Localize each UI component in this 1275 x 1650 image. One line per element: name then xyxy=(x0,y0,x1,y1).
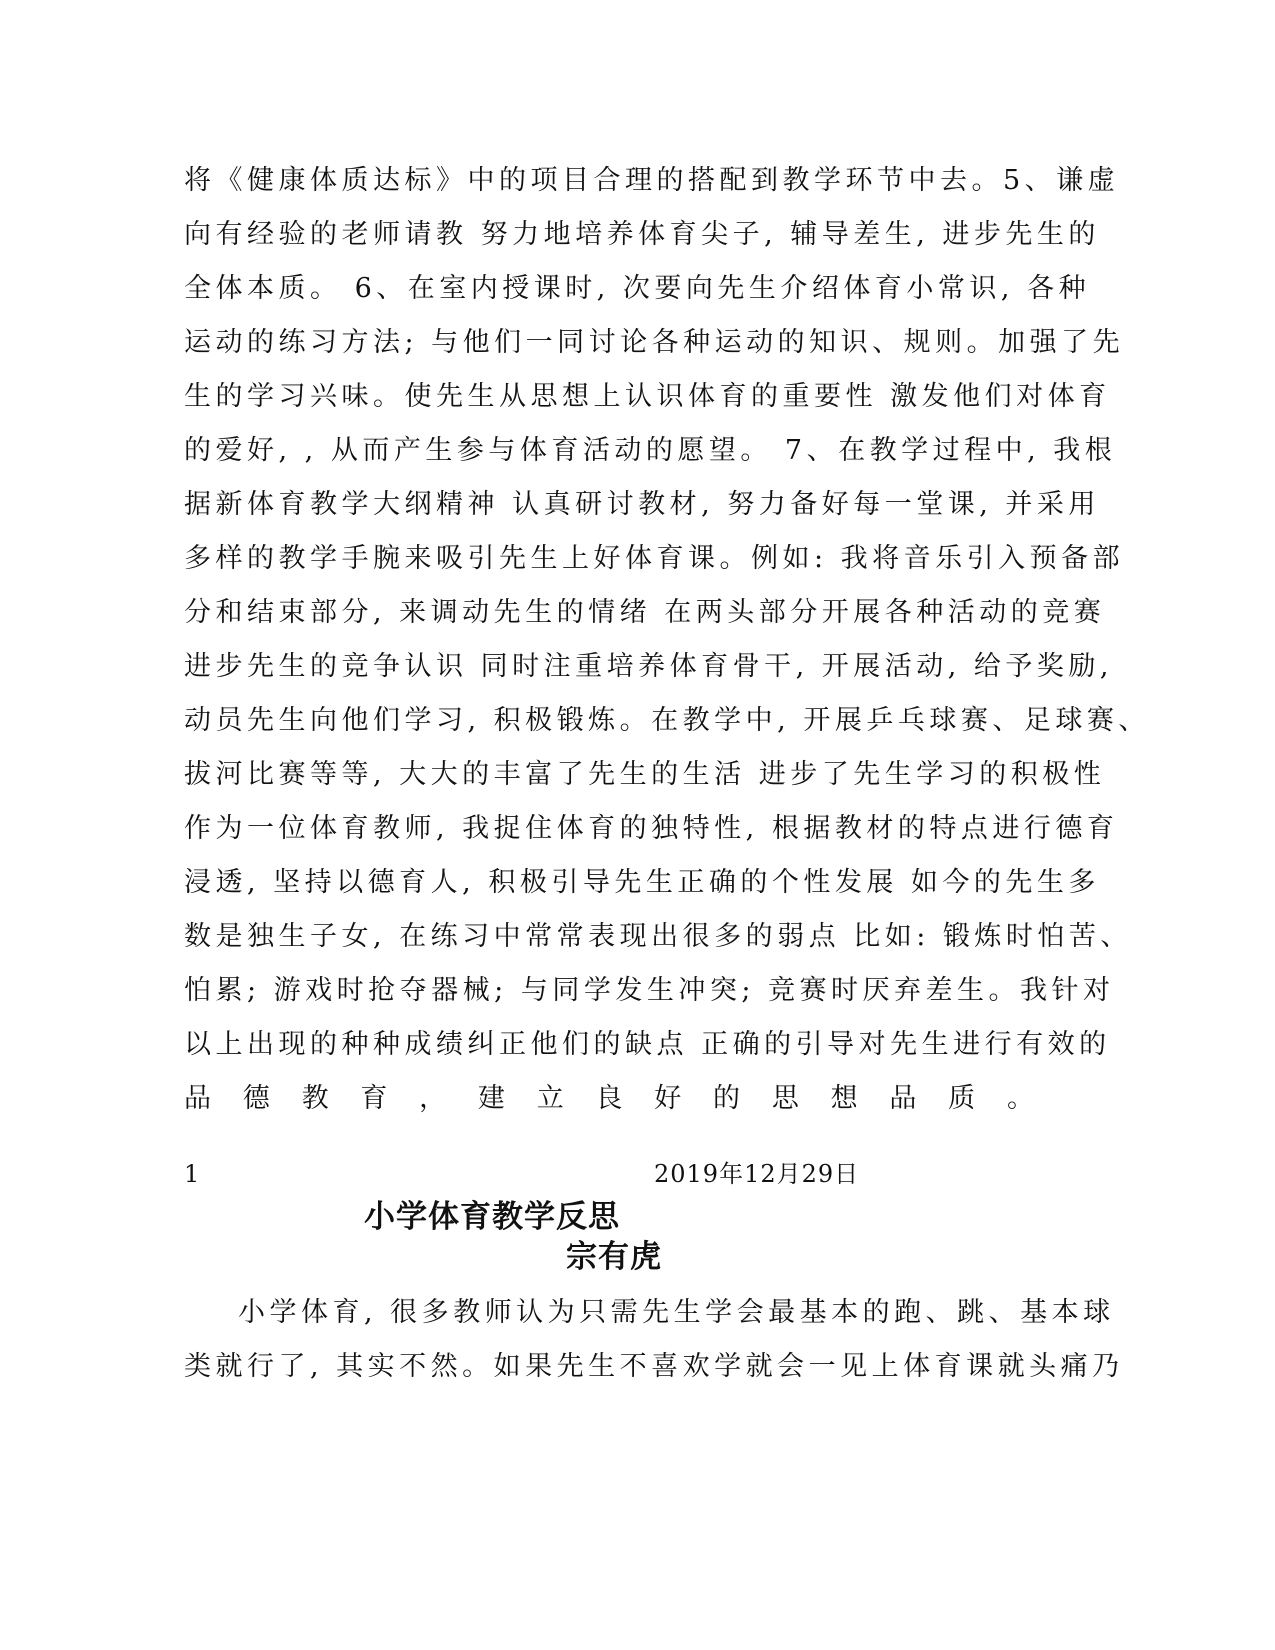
author-name: 宗有虎 xyxy=(566,1239,662,1275)
text-line: 小学体育, 很多教师认为只需先生学会最基本的跑、跳、基本球 xyxy=(238,1297,1115,1328)
text-line: 拔河比赛等等, 大大的丰富了先生的生活 进步了先生学习的积极性 xyxy=(184,759,1106,790)
char: 教 xyxy=(301,1083,329,1114)
char: 建 xyxy=(477,1083,505,1114)
char: 想 xyxy=(830,1083,858,1114)
char: 良 xyxy=(595,1083,623,1114)
text-line: 进步先生的竞争认识 同时注重培养体育骨干, 开展活动, 给予奖励, xyxy=(184,651,1113,682)
text-line: 怕累; 游戏时抢夺器械; 与同学发生冲突; 竞赛时厌弃差生。我针对 xyxy=(184,975,1115,1006)
text-line: 类就行了, 其实不然。如果先生不喜欢学就会一见上体育课就头痛乃 xyxy=(184,1351,1124,1382)
char: 。 xyxy=(1006,1083,1034,1114)
char: 质 xyxy=(948,1083,976,1114)
text-line: 作为一位体育教师, 我捉住体育的独特性, 根据教材的特点进行德育 xyxy=(184,813,1119,844)
article-title: 小学体育教学反思 xyxy=(364,1199,620,1235)
text-line: 多样的教学手腕来吸引先生上好体育课。例如: 我将音乐引入预备部 xyxy=(184,543,1125,574)
date: 2019年12月29日 xyxy=(654,1160,860,1188)
char: 立 xyxy=(536,1083,564,1114)
text-line: 数是独生子女, 在练习中常常表现出很多的弱点 比如: 锻炼时怕苦、 xyxy=(184,921,1132,952)
char: 的 xyxy=(713,1083,741,1114)
text-line: 生的学习兴味。使先生从思想上认识体育的重要性 激发他们对体育 xyxy=(184,381,1111,412)
body-paragraph-2 xyxy=(184,1290,1124,1398)
char: 育 xyxy=(360,1083,388,1114)
text-line: 的爱好, , 从而产生参与体育活动的愿望。 7、在教学过程中, 我根 xyxy=(184,435,1117,466)
char: 思 xyxy=(771,1083,799,1114)
char: 德 xyxy=(242,1083,270,1114)
text-line: 全体本质。 6、在室内授课时, 次要向先生介绍体育小常识, 各种 xyxy=(184,273,1091,304)
text-line: 动员先生向他们学习, 积极锻炼。在教学中, 开展乒乓球赛、足球赛、 xyxy=(184,705,1150,736)
char: ， xyxy=(419,1083,447,1114)
text-line: 分和结束部分, 来调动先生的情绪 在两头部分开展各种活动的竞赛 xyxy=(184,597,1106,628)
page-number: 1 xyxy=(184,1160,200,1188)
text-line: 浸透, 坚持以德育人, 积极引导先生正确的个性发展 如今的先生多 xyxy=(184,867,1100,898)
text-line: 据新体育教学大纲精神 认真研讨教材, 努力备好每一堂课, 并采用 xyxy=(184,489,1100,520)
char: 品 xyxy=(184,1083,211,1114)
text-line: 将《健康体质达标》中的项目合理的搭配到教学环节中去。5、谦虚 xyxy=(184,165,1120,196)
body-paragraph xyxy=(184,158,1150,1130)
char: 好 xyxy=(654,1083,682,1114)
justified-last-line xyxy=(184,1076,1054,1130)
char: 品 xyxy=(889,1083,917,1114)
text-line: 运动的练习方法; 与他们一同讨论各种运动的知识、规则。加强了先 xyxy=(184,327,1125,358)
text-line: 以上出现的种种成绩纠正他们的缺点 正确的引导对先生进行有效的 xyxy=(184,1029,1111,1060)
page-footer xyxy=(184,1156,1054,1192)
text-line: 向有经验的老师请教 努力地培养体育尖子, 辅导差生, 进步先生的 xyxy=(184,219,1100,250)
